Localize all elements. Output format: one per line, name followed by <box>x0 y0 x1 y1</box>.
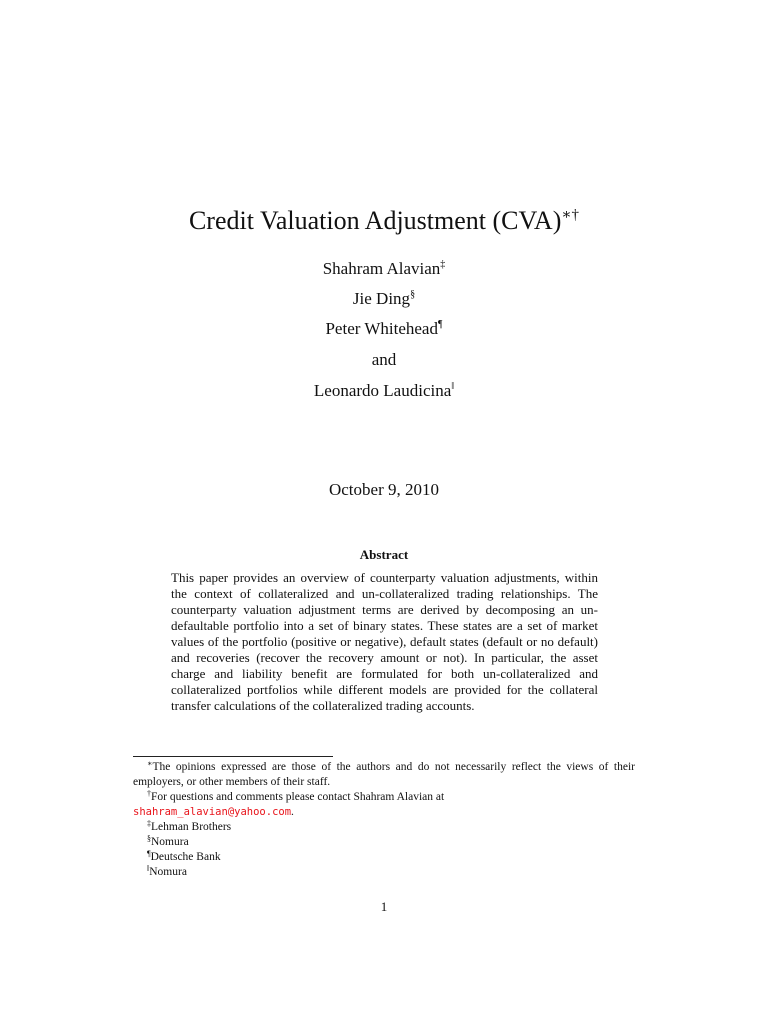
author-name: Peter Whitehead <box>325 319 438 338</box>
footnote-suffix: . <box>291 806 294 818</box>
footnote-mark: ‖ <box>147 864 150 873</box>
footnote-2 <box>133 790 635 820</box>
author-1 <box>0 258 768 280</box>
footnote-1 <box>133 760 635 790</box>
page-number: 1 <box>380 899 388 914</box>
author-conjunction <box>0 349 768 371</box>
author-footnote-mark: § <box>410 289 416 300</box>
author-3 <box>0 318 768 340</box>
author-name: Shahram Alavian <box>322 259 441 278</box>
footnote-mark: ¶ <box>147 849 151 858</box>
footnote-text: Nomura <box>151 836 189 848</box>
footnote-3 <box>133 820 635 835</box>
paper-title-footnote-marks: ∗† <box>561 207 580 223</box>
author-footnote-mark: ‡ <box>440 259 446 270</box>
footnote-mark: ∗ <box>147 759 153 768</box>
author-footnote-mark: ¶ <box>437 319 443 330</box>
abstract-body: This paper provides an overview of counterparty valuation adjustments, within the context of collateralized and un-collateralized trading relationships. The counterparty valuation adjustment terms are derived by decomposing an un-defaultable portfolio into a set of binary states. These states are a set of market values of the portfolio (positive or negative), default states (default or no default) and recoveries (recover the recovery amount or not). In particular, the asset charge and liability benefit are formulated for both un-collateralized and collateralized portfolios while different models are provided for the collateral transfer calculations of the collateralized trading accounts. <box>171 570 598 713</box>
footnotes <box>133 760 635 880</box>
footnote-mark: § <box>147 834 151 843</box>
footnote-4 <box>133 835 635 850</box>
author-footnote-mark: ‖ <box>451 381 455 392</box>
footnote-text: The opinions expressed are those of the authors and do not necessarily reflect the views of their employers, or other members of their staff. <box>133 761 635 788</box>
footnote-6 <box>133 865 635 880</box>
paper-title <box>0 203 768 239</box>
footnote-mark: † <box>147 789 151 798</box>
footnote-mark: ‡ <box>147 819 151 828</box>
paper-title-text: Credit Valuation Adjustment (CVA) <box>188 206 562 235</box>
paper-date: October 9, 2010 <box>328 480 439 499</box>
author-name: Leonardo Laudicina <box>313 381 452 400</box>
author-name: Jie Ding <box>352 289 411 308</box>
abstract-heading: Abstract <box>359 547 409 562</box>
footnote-line <box>133 791 444 803</box>
footnote-text: Deutsche Bank <box>150 851 221 863</box>
footnote-5 <box>133 850 635 865</box>
footnote-text: Lehman Brothers <box>151 821 232 833</box>
author-conjunction-text: and <box>371 350 397 369</box>
footnote-text: Nomura <box>149 866 187 878</box>
author-4 <box>0 380 768 402</box>
author-2 <box>0 288 768 310</box>
footnote-divider <box>133 756 333 757</box>
author-email-link[interactable]: shahram_alavian@yahoo.com <box>133 806 292 818</box>
footnote-text: For questions and comments please contact Shahram Alavian at <box>151 791 445 803</box>
